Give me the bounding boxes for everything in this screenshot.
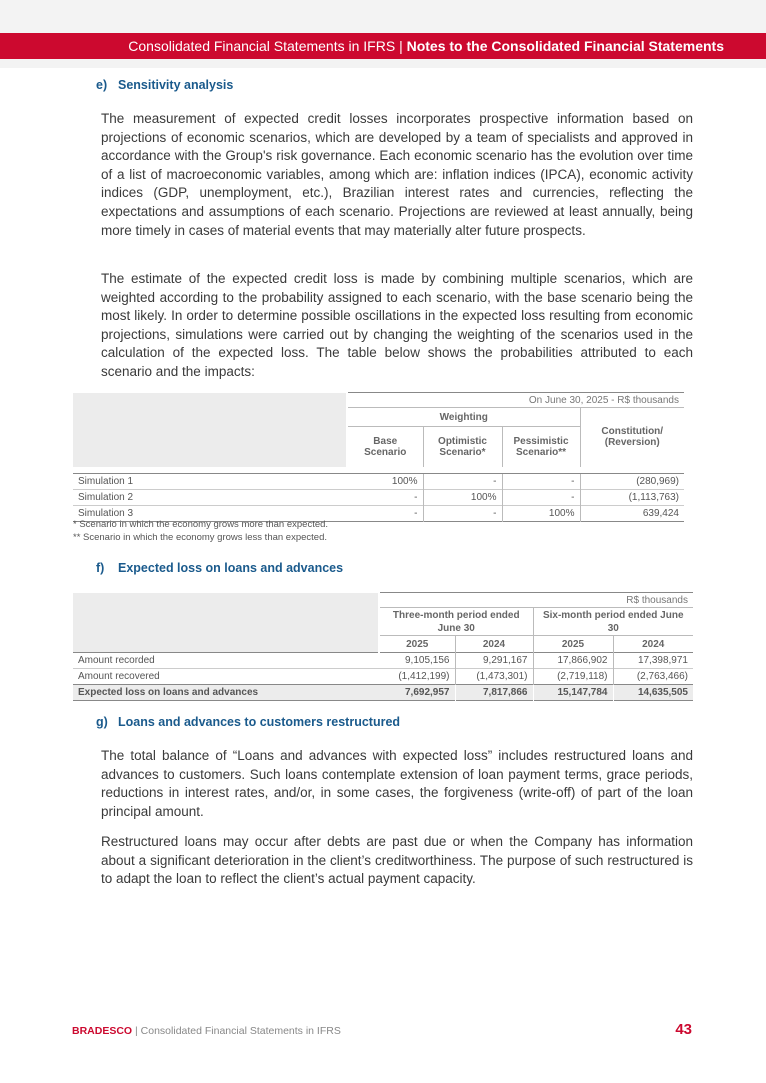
section-g-paragraph-2: Restructured loans may occur after debts are past due or when the Company has information about a significant deterioration in the client’s creditworthiness. The purpose of such restructured is to adapt the loan to reflect the client’s actual payment capacity.: [101, 834, 693, 887]
table-total-row: Expected loss on loans and advances 7,692,957 7,817,866 15,147,784 14,635,505: [73, 685, 693, 701]
footnote-pessimistic: ** Scenario in which the economy grows less than expected.: [73, 532, 327, 543]
header-doc-title: Consolidated Financial Statements in IFRS: [128, 38, 396, 54]
sensitivity-table-caption: On June 30, 2025 - R$ thousands: [347, 393, 684, 408]
section-g-letter: g): [96, 715, 108, 729]
year-header: 2024: [455, 636, 533, 653]
section-e-paragraph-2: The estimate of the expected credit loss is made by combining multiple scenarios, which are weighted according to the probability assigned to each scenario, with the base scenario being the most likely. In order to determine possible oscillations in the expected loss resulting from economic projections, simulations were carried out by changing the weighting of the scenarios used in the calculation of the expected loss. The table below shows the probabilities attributed to each scenario and the impacts:: [101, 271, 693, 379]
header-under-band: [0, 59, 766, 68]
section-g-paragraph-1: The total balance of “Loans and advances with expected loss” includes restructured loans and advances to customers. Such loans contemplate extension of loan payment terms, grace periods, reductions in interest rates, and/or, in some cases, the forgiveness (write-off) of part of the loan principal amount.: [101, 748, 693, 819]
table-row: Simulation 1 100% - - (280,969): [73, 474, 684, 490]
section-g-title: Loans and advances to customers restructured: [118, 715, 401, 729]
year-header: 2024: [642, 638, 665, 650]
col-base-header: Base Scenario: [347, 427, 423, 467]
section-e-title: Sensitivity analysis: [118, 78, 234, 92]
header-separator: |: [399, 38, 403, 54]
page-number: 43: [675, 1021, 692, 1038]
top-band: [0, 0, 766, 33]
section-f-title: Expected loss on loans and advances: [118, 561, 344, 575]
footer-separator: |: [135, 1025, 138, 1037]
sensitivity-table-corner: [73, 393, 347, 467]
col-optimistic-header: Optimistic Scenario*: [423, 427, 502, 467]
expected-loss-table-corner: [73, 593, 379, 653]
table-row: Simulation 3 - - 100% 639,424: [73, 506, 684, 522]
footer-doc-title: Consolidated Financial Statements in IFRS: [140, 1025, 341, 1037]
section-f-letter: f): [96, 561, 105, 575]
section-g-heading: [96, 715, 400, 729]
table-row: Simulation 2 - 100% - (1,113,763): [73, 490, 684, 506]
section-e-paragraph-1: The measurement of expected credit losses incorporates prospective information based on projections of economic scenarios, which are developed by a team of specialists and approved in accordance with the Group's risk governance. Each economic scenario has the evolution over time of a list of macroeconomic variables, among which are: inflation indices (IPCA), economic activity indices (GDP, unemployment, etc.), Brazilian interest rates and currencies, reflecting the expectations and assumptions of each scenario. Projections are reviewed at least annually, being more timely in cases of material events that may materially alter future prospects.: [101, 111, 693, 238]
header-section-title: Notes to the Consolidated Financial Statements: [406, 38, 724, 54]
weighting-header: Weighting: [347, 408, 580, 427]
footnote-optimistic: * Scenario in which the economy grows more than expected.: [73, 519, 329, 530]
section-f-heading: [96, 561, 343, 575]
three-month-header: Three-month period ended June 30: [379, 608, 533, 636]
section-e-heading: [96, 78, 233, 92]
expected-loss-table: [73, 592, 693, 701]
sensitivity-table: [73, 392, 684, 522]
expected-loss-table-caption: R$ thousands: [379, 593, 693, 608]
section-e-letter: e): [96, 78, 108, 92]
table-row: Amount recovered (1,412,199) (1,473,301) (2,719,118) (2,763,466): [73, 669, 693, 685]
header-bar: [0, 33, 766, 59]
year-header: 2025: [533, 636, 613, 653]
footer-brand: BRADESCO: [72, 1025, 133, 1037]
table-row: Amount recorded 9,105,156 9,291,167 17,866,902 17,398,971: [73, 653, 693, 669]
year-header: 2025: [379, 636, 455, 653]
col-pessimistic-header: Pessimistic Scenario**: [502, 427, 580, 467]
page-footer: [72, 1025, 341, 1037]
six-month-header: Six-month period ended June 30: [533, 608, 693, 636]
col-constitution-header: Constitution/ (Reversion): [601, 426, 664, 449]
